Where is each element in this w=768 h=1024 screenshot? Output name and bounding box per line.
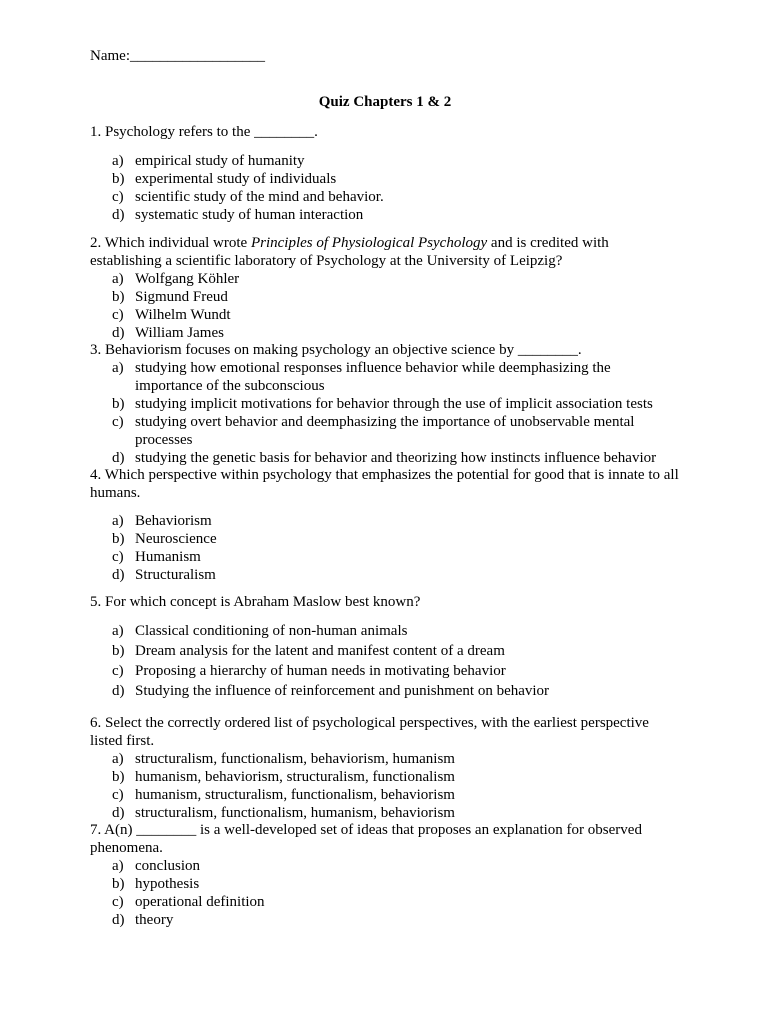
option-letter: a) bbox=[112, 513, 124, 529]
option-d bbox=[90, 911, 680, 929]
question-5 bbox=[90, 593, 680, 701]
book-title: Principles of Physiological Psychology bbox=[250, 235, 488, 251]
option-text: systematic study of human interaction bbox=[135, 207, 364, 223]
option-text: Neuroscience bbox=[135, 531, 217, 547]
option-list bbox=[90, 621, 680, 701]
option-list bbox=[90, 750, 680, 822]
option-letter: a) bbox=[112, 623, 124, 639]
option-text: structuralism, functionalism, behaviorism, humanism bbox=[135, 751, 455, 767]
question-1 bbox=[90, 123, 680, 224]
option-letter: b) bbox=[112, 769, 125, 785]
question-prompt: 6. Select the correctly ordered list of psychological perspectives, with the earliest perspective listed first. bbox=[90, 715, 649, 749]
option-a bbox=[90, 359, 680, 395]
option-d bbox=[90, 681, 680, 701]
option-text: Dream analysis for the latent and manifest content of a dream bbox=[135, 643, 505, 659]
option-letter: c) bbox=[112, 894, 124, 910]
option-c bbox=[90, 893, 680, 911]
question-prompt: 5. For which concept is Abraham Maslow best known? bbox=[90, 594, 421, 610]
option-letter: b) bbox=[112, 289, 125, 305]
name-field-line: Name:__________________ bbox=[90, 48, 265, 64]
option-text: Proposing a hierarchy of human needs in motivating behavior bbox=[135, 663, 506, 679]
option-c bbox=[90, 661, 680, 681]
option-a bbox=[90, 152, 680, 170]
option-b bbox=[90, 288, 680, 306]
option-letter: b) bbox=[112, 643, 125, 659]
option-list bbox=[90, 359, 680, 467]
page-title: Quiz Chapters 1 & 2 bbox=[318, 94, 452, 110]
option-list bbox=[90, 857, 680, 929]
option-b bbox=[90, 768, 680, 786]
question-prompt-start: 2. Which individual wrote bbox=[90, 235, 251, 251]
option-text: experimental study of individuals bbox=[135, 171, 337, 187]
option-letter: c) bbox=[112, 787, 124, 803]
option-letter: a) bbox=[112, 858, 124, 874]
question-prompt-end: and is credited with establishing a scientific laboratory of Psychology at the University of Leipzig? bbox=[90, 235, 609, 269]
question-prompt: 7. A(n) ________ is a well-developed set of ideas that proposes an explanation for observed phenomena. bbox=[90, 822, 642, 856]
option-text: Classical conditioning of non-human animals bbox=[135, 623, 408, 639]
option-letter: b) bbox=[112, 531, 125, 547]
option-letter: a) bbox=[112, 271, 124, 287]
option-letter: c) bbox=[112, 663, 124, 679]
option-c bbox=[90, 786, 680, 804]
option-text: Studying the influence of reinforcement and punishment on behavior bbox=[135, 683, 550, 699]
option-text: operational definition bbox=[135, 894, 265, 910]
option-letter: d) bbox=[112, 683, 125, 699]
option-c bbox=[90, 548, 680, 566]
option-letter: d) bbox=[112, 450, 125, 466]
option-text: Behaviorism bbox=[135, 513, 212, 529]
option-text: empirical study of humanity bbox=[135, 153, 305, 169]
option-text: Wilhelm Wundt bbox=[135, 307, 231, 323]
option-text: humanism, behaviorism, structuralism, functionalism bbox=[135, 769, 455, 785]
option-text: theory bbox=[135, 912, 174, 928]
option-list bbox=[90, 270, 680, 342]
option-letter: c) bbox=[112, 307, 124, 323]
question-4 bbox=[90, 466, 680, 584]
option-a bbox=[90, 750, 680, 768]
option-letter: a) bbox=[112, 360, 124, 376]
option-letter: d) bbox=[112, 567, 125, 583]
option-d bbox=[90, 449, 680, 467]
option-letter: b) bbox=[112, 876, 125, 892]
option-text: hypothesis bbox=[135, 876, 200, 892]
question-3 bbox=[90, 341, 680, 467]
option-text: Wolfgang Köhler bbox=[135, 271, 240, 287]
option-text: William James bbox=[135, 325, 224, 341]
option-text: Humanism bbox=[135, 549, 201, 565]
question-2 bbox=[90, 234, 680, 342]
option-letter: b) bbox=[112, 396, 125, 412]
option-text: studying how emotional responses influence behavior while deemphasizing the importance of the subconscious bbox=[135, 360, 611, 394]
option-text: Structuralism bbox=[135, 567, 216, 583]
option-a bbox=[90, 270, 680, 288]
option-d bbox=[90, 324, 680, 342]
option-text: conclusion bbox=[135, 858, 200, 874]
option-letter: a) bbox=[112, 153, 124, 169]
option-letter: c) bbox=[112, 189, 124, 205]
option-a bbox=[90, 512, 680, 530]
option-a bbox=[90, 621, 680, 641]
option-b bbox=[90, 170, 680, 188]
option-list bbox=[90, 512, 680, 584]
option-text: scientific study of the mind and behavior. bbox=[135, 189, 384, 205]
option-c bbox=[90, 306, 680, 324]
option-text: studying overt behavior and deemphasizing the importance of unobservable mental processes bbox=[135, 414, 635, 448]
option-d bbox=[90, 566, 680, 584]
option-text: studying implicit motivations for behavior through the use of implicit association tests bbox=[135, 396, 653, 412]
option-text: structuralism, functionalism, humanism, behaviorism bbox=[135, 805, 455, 821]
option-c bbox=[90, 413, 680, 449]
option-list bbox=[90, 152, 680, 224]
question-prompt: 4. Which perspective within psychology that emphasizes the potential for good that is innate to all humans. bbox=[90, 467, 679, 501]
option-letter: d) bbox=[112, 207, 125, 223]
option-b bbox=[90, 641, 680, 661]
question-prompt: 1. Psychology refers to the ________. bbox=[90, 124, 318, 140]
question-prompt bbox=[90, 234, 680, 270]
question-6 bbox=[90, 714, 680, 822]
question-prompt: 3. Behaviorism focuses on making psychology an objective science by ________. bbox=[90, 342, 582, 358]
option-letter: d) bbox=[112, 805, 125, 821]
option-letter: b) bbox=[112, 171, 125, 187]
option-letter: d) bbox=[112, 912, 125, 928]
question-7 bbox=[90, 821, 680, 929]
option-b bbox=[90, 530, 680, 548]
option-text: humanism, structuralism, functionalism, behaviorism bbox=[135, 787, 455, 803]
option-letter: d) bbox=[112, 325, 125, 341]
option-letter: a) bbox=[112, 751, 124, 767]
option-d bbox=[90, 804, 680, 822]
option-text: Sigmund Freud bbox=[135, 289, 228, 305]
option-b bbox=[90, 395, 680, 413]
option-b bbox=[90, 875, 680, 893]
option-d bbox=[90, 206, 680, 224]
option-letter: c) bbox=[112, 549, 124, 565]
option-c bbox=[90, 188, 680, 206]
option-a bbox=[90, 857, 680, 875]
option-text: studying the genetic basis for behavior and theorizing how instincts influence behavior bbox=[135, 450, 657, 466]
option-letter: c) bbox=[112, 414, 124, 430]
